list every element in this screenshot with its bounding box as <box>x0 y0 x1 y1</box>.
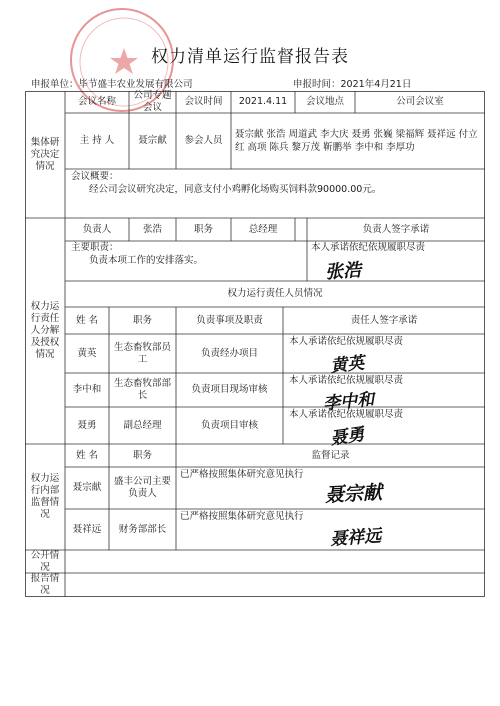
staff-position: 生态畜牧部部长 <box>113 378 171 401</box>
leader-commit-text: 本人承诺依纪依规履职尽责 <box>311 242 426 253</box>
supervisor-position: 盛丰公司主要负责人 <box>113 476 171 499</box>
apply-date-value: 2021年4月21日 <box>340 79 412 90</box>
staff-commit: 本人承诺依纪依规履职尽责 <box>289 336 404 347</box>
staff-name: 聂勇 <box>77 419 97 431</box>
position-label: 职务 <box>193 223 213 235</box>
meeting-place-value: 公司会议室 <box>396 96 444 107</box>
host-value: 聂宗献 <box>138 135 167 146</box>
section-collective-label: 集体研究决定情况 <box>30 136 60 172</box>
leader-value: 张浩 <box>142 223 162 235</box>
applicant-unit-label: 申报单位： <box>31 79 79 90</box>
staff-position: 生态畜牧部员工 <box>113 341 171 365</box>
staff-duty: 负责项目现场审核 <box>191 384 268 395</box>
summary-label: 会议概要： <box>71 171 119 182</box>
main-duty-text: 负责本项工作的安排落实。 <box>89 255 204 266</box>
staff-col-name: 姓 名 <box>75 314 99 326</box>
section-responsibility-label: 权力运行责任人分解及授权情况 <box>30 301 60 360</box>
staff-col-duty: 负责事项及职责 <box>196 314 263 326</box>
supervisor-name: 聂祥远 <box>72 523 102 535</box>
staff-name: 李中和 <box>72 384 102 395</box>
meeting-time-label: 会议时间 <box>184 96 223 107</box>
supervision-record: 已严格按照集体研究意见执行 <box>180 469 304 480</box>
supervision-col-name: 姓 名 <box>75 449 99 461</box>
staff-position: 副总经理 <box>123 419 162 431</box>
supervision-col-record: 监督记录 <box>311 449 350 461</box>
supervisor-position: 财务部部长 <box>118 523 167 535</box>
report-table <box>25 91 485 597</box>
staff-signature: 李中和 <box>322 389 375 415</box>
meeting-place-label: 会议地点 <box>305 96 344 107</box>
public-label: 公开情况 <box>30 549 60 573</box>
attendees-label: 参会人员 <box>184 135 223 146</box>
applicant-unit <box>31 76 193 90</box>
meeting-name-label: 会议名称 <box>77 96 116 107</box>
meeting-time-value: 2021.4.11 <box>238 96 288 107</box>
staff-col-commit: 责任人签字承诺 <box>350 314 418 326</box>
staff-duty: 负责经办项目 <box>200 347 258 359</box>
section-supervision-label: 权力运行内部监督情况 <box>30 473 60 520</box>
form-title: 权力清单运行监督报告表 <box>151 47 349 67</box>
apply-date <box>293 76 411 90</box>
attendees-value: 聂宗献 张浩 周道武 李大庆 聂勇 张巍 梁福辉 聂祥远 付立红 高项 陈兵 黎万茂 靳鹏举 李中和 李厚功 <box>235 129 478 153</box>
supervision-col-position: 职务 <box>132 449 152 461</box>
staff-name: 黄英 <box>77 347 97 359</box>
supervisor-signature: 聂祥远 <box>329 526 382 550</box>
main-duty-label: 主要职责： <box>71 242 119 253</box>
staff-duty: 负责项目审核 <box>200 419 258 431</box>
leader-commit-header: 负责人签字承诺 <box>362 223 430 235</box>
leader-signature: 张浩 <box>324 259 362 284</box>
leader-label: 负责人 <box>82 223 112 235</box>
report-label: 报告情况 <box>30 573 60 596</box>
supervisor-name: 聂宗献 <box>72 482 102 493</box>
supervisor-signature: 聂宗献 <box>324 481 383 507</box>
applicant-unit-value: 毕节盛丰农业发展有限公司 <box>78 79 193 90</box>
supervision-record: 已严格按照集体研究意见执行 <box>180 511 304 522</box>
meeting-name-value: 公司专题会议 <box>133 90 172 113</box>
summary-text: 经公司会议研究决定，同意支付小鸡孵化场购买饲料款90000.00元。 <box>89 184 382 195</box>
host-label: 主 持 人 <box>79 135 115 146</box>
staff-commit: 本人承诺依纪依规履职尽责 <box>289 409 404 420</box>
position-value: 总经理 <box>248 223 278 235</box>
staff-signature: 黄英 <box>329 353 366 377</box>
staff-commit: 本人承诺依纪依规履职尽责 <box>289 375 404 386</box>
responsible-staff-header: 权力运行责任人员情况 <box>227 288 323 299</box>
staff-signature: 聂勇 <box>329 424 366 450</box>
staff-col-position: 职务 <box>132 314 152 326</box>
apply-date-label: 申报时间： <box>293 79 341 90</box>
